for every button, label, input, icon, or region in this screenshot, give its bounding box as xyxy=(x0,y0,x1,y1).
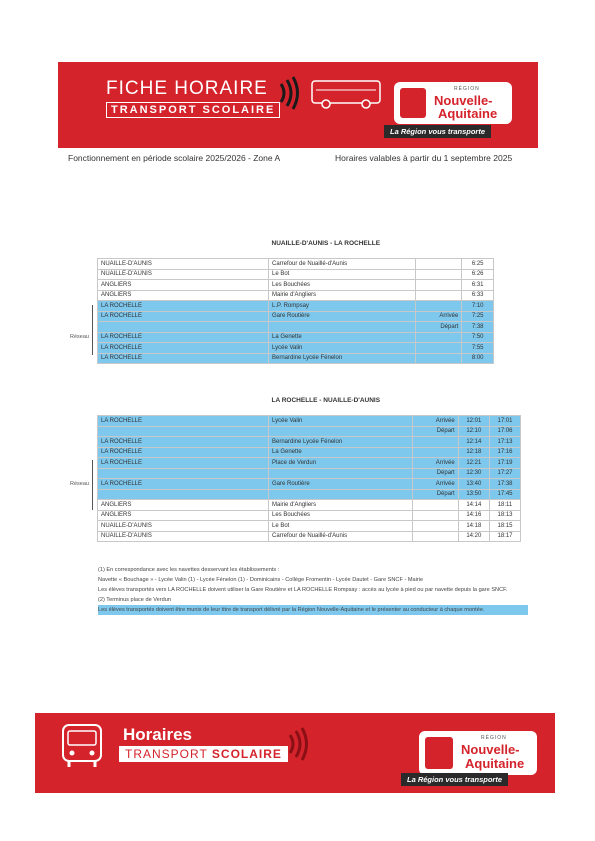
footer-title: Horaires xyxy=(123,725,192,744)
town-cell xyxy=(98,489,269,500)
bracket-divider xyxy=(92,305,93,355)
stop-cell: Place de Verdun xyxy=(269,458,413,469)
tagline: La Région vous transporte xyxy=(401,773,508,786)
time-cell-lmjv: 17:16 xyxy=(490,447,521,458)
lion-emblem-icon xyxy=(425,737,453,769)
arrival-departure-cell: Arrivée xyxy=(413,458,459,469)
time-cell-lmjv: 17:27 xyxy=(490,468,521,479)
time-cell-lmjv: 17:13 xyxy=(490,437,521,448)
stop-cell: Le Bot xyxy=(269,521,413,532)
town-cell xyxy=(98,322,269,333)
table-row xyxy=(98,521,521,532)
stop-cell: Les Bouchées xyxy=(269,280,416,291)
stop-cell xyxy=(269,489,413,500)
time-cell-lmjv: 17:38 xyxy=(490,479,521,490)
stop-cell: Mairie d'Angliers xyxy=(269,290,416,301)
town-cell: NUAILLE-D'AUNIS xyxy=(98,531,269,542)
schedule-table-return xyxy=(97,396,521,542)
arrival-departure-cell xyxy=(415,332,462,343)
time-cell-lmjv: 17:06 xyxy=(490,426,521,437)
time-cell-wednesday: 14:14 xyxy=(458,500,489,511)
table-row xyxy=(98,447,521,458)
arrival-departure-cell xyxy=(415,259,462,270)
table-row xyxy=(98,426,521,437)
time-cell: 6:31 xyxy=(462,280,494,291)
bus-front-icon xyxy=(59,721,105,769)
time-cell-lmjv: 17:01 xyxy=(490,416,521,427)
town-cell xyxy=(98,426,269,437)
table-row xyxy=(98,301,494,312)
town-cell: NUAILLE-D'AUNIS xyxy=(98,259,269,270)
stop-cell: Les Bouchées xyxy=(269,510,413,521)
time-cell: 7:55 xyxy=(462,343,494,354)
table-row xyxy=(98,290,494,301)
town-cell: LA ROCHELLE xyxy=(98,458,269,469)
table-row xyxy=(98,353,494,364)
footer-banner xyxy=(35,713,555,793)
table-row xyxy=(98,510,521,521)
time-cell-lmjv: 17:19 xyxy=(490,458,521,469)
time-cell-wednesday: 14:18 xyxy=(458,521,489,532)
time-cell: 7:10 xyxy=(462,301,494,312)
signal-waves-icon xyxy=(278,76,300,110)
time-cell-wednesday: 12:10 xyxy=(458,426,489,437)
stop-cell: Mairie d'Angliers xyxy=(269,500,413,511)
arrival-departure-cell: Départ xyxy=(413,489,459,500)
bracket-divider xyxy=(92,460,93,510)
footnotes xyxy=(98,565,528,615)
stop-cell: Bernardine Lycée Fénelon xyxy=(269,437,413,448)
arrival-departure-cell xyxy=(413,531,459,542)
stop-cell: Gare Routière xyxy=(269,311,416,322)
time-cell-lmjv: 18:17 xyxy=(490,531,521,542)
stop-cell: Bernardine Lycée Fénelon xyxy=(269,353,416,364)
stop-cell xyxy=(269,468,413,479)
side-mark: Réseau xyxy=(70,481,89,487)
stop-cell: L.P. Rompsay xyxy=(269,301,416,312)
time-cell: 6:33 xyxy=(462,290,494,301)
validity-info: Horaires valables à partir du 1 septembre 2025 xyxy=(335,153,513,163)
table-row xyxy=(98,311,494,322)
arrival-departure-cell: Arrivée xyxy=(415,311,462,322)
table-row xyxy=(98,479,521,490)
time-cell-wednesday: 12:21 xyxy=(458,458,489,469)
town-cell: ANGLIERS xyxy=(98,280,269,291)
time-cell: 7:38 xyxy=(462,322,494,333)
column-header-lmjv: LMJV xyxy=(490,406,521,416)
time-cell-wednesday: 13:50 xyxy=(458,489,489,500)
town-cell: NUAILLE-D'AUNIS xyxy=(98,521,269,532)
table-row xyxy=(98,468,521,479)
time-cell: 7:50 xyxy=(462,332,494,343)
arrival-departure-cell xyxy=(415,353,462,364)
town-cell xyxy=(98,468,269,479)
arrival-departure-cell xyxy=(413,510,459,521)
table-row xyxy=(98,259,494,270)
town-cell: LA ROCHELLE xyxy=(98,301,269,312)
arrival-departure-cell xyxy=(415,290,462,301)
route-name: NUAILLE-D'AUNIS - LA ROCHELLE xyxy=(269,239,462,249)
time-cell: 6:26 xyxy=(462,269,494,280)
table-row xyxy=(98,458,521,469)
region-logo: RÉGION Nouvelle- Aquitaine xyxy=(419,731,537,775)
arrival-departure-cell xyxy=(413,500,459,511)
arrival-departure-cell xyxy=(415,280,462,291)
route-name: LA ROCHELLE - NUAILLE-D'AUNIS xyxy=(269,396,459,406)
stop-cell: Carrefour de Nuaillé-d'Aunis xyxy=(269,531,413,542)
period-info: Fonctionnement en période scolaire 2025/2026 - Zone A xyxy=(68,153,281,163)
time-cell: 6:25 xyxy=(462,259,494,270)
time-cell-wednesday: 14:20 xyxy=(458,531,489,542)
time-cell-wednesday: 13:40 xyxy=(458,479,489,490)
stop-cell: Le Bot xyxy=(269,269,416,280)
signal-waves-icon xyxy=(287,727,311,761)
stop-cell: La Genette xyxy=(269,332,416,343)
schedule-table-outbound xyxy=(97,239,494,364)
line-number: 1213 xyxy=(98,396,269,406)
line-number: 1213 xyxy=(98,239,269,249)
tagline: La Région vous transporte xyxy=(384,125,491,138)
town-cell: LA ROCHELLE xyxy=(98,479,269,490)
stop-cell: La Genette xyxy=(269,447,413,458)
arrival-departure-cell xyxy=(415,343,462,354)
town-cell: ANGLIERS xyxy=(98,510,269,521)
time-cell-wednesday: 12:01 xyxy=(458,416,489,427)
time-cell: 8:00 xyxy=(462,353,494,364)
time-cell-wednesday: 12:14 xyxy=(458,437,489,448)
stop-cell xyxy=(269,426,413,437)
note-line-highlighted: Les élèves transportés doivent être munis de leur titre de transport délivré par la Région Nouvelle-Aquitaine et le présenter au conducteur à chaque montée. xyxy=(98,605,528,615)
arrival-departure-cell: Départ xyxy=(413,426,459,437)
table-row xyxy=(98,269,494,280)
stop-cell: Lycée Valin xyxy=(269,416,413,427)
table-row xyxy=(98,437,521,448)
town-cell: LA ROCHELLE xyxy=(98,416,269,427)
town-cell: ANGLIERS xyxy=(98,290,269,301)
arrival-departure-cell xyxy=(413,437,459,448)
arrival-departure-cell: Arrivée xyxy=(413,479,459,490)
banner-subtitle: TRANSPORT SCOLAIRE xyxy=(106,102,280,118)
stop-cell: Lycée Valin xyxy=(269,343,416,354)
arrival-departure-cell xyxy=(413,521,459,532)
arrival-departure-cell xyxy=(415,269,462,280)
arrival-departure-cell xyxy=(415,301,462,312)
table-row xyxy=(98,343,494,354)
town-cell: LA ROCHELLE xyxy=(98,437,269,448)
note-line: Les élèves transportés vers LA ROCHELLE doivent utiliser la Gare Routière et LA ROCHELLE Rompsay : accès au lycée à pied ou par navette depuis la gare SNCF. xyxy=(98,587,508,593)
time-cell-lmjv: 18:13 xyxy=(490,510,521,521)
town-cell: LA ROCHELLE xyxy=(98,311,269,322)
table-row xyxy=(98,280,494,291)
region-logo: RÉGION Nouvelle- Aquitaine xyxy=(394,82,512,124)
town-cell: LA ROCHELLE xyxy=(98,353,269,364)
header-banner xyxy=(58,62,538,148)
time-cell-lmjv: 18:11 xyxy=(490,500,521,511)
time-cell-wednesday: 12:30 xyxy=(458,468,489,479)
town-cell: LA ROCHELLE xyxy=(98,332,269,343)
note-line: (1) En correspondance avec les navettes desservant les établissements : xyxy=(98,567,280,573)
time-cell: 7:25 xyxy=(462,311,494,322)
table-row xyxy=(98,531,521,542)
table-row xyxy=(98,489,521,500)
town-cell: LA ROCHELLE xyxy=(98,447,269,458)
time-cell-lmjv: 17:45 xyxy=(490,489,521,500)
town-cell: LA ROCHELLE xyxy=(98,343,269,354)
column-header-wednesday: Mercredi xyxy=(458,406,489,416)
column-header-days: LMMeJV xyxy=(462,249,494,259)
table-row xyxy=(98,416,521,427)
note-line: (2) Terminus place de Verdun xyxy=(98,597,171,603)
time-cell-wednesday: 12:18 xyxy=(458,447,489,458)
arrival-departure-cell: Départ xyxy=(415,322,462,333)
arrival-departure-cell: Arrivée xyxy=(413,416,459,427)
town-cell: ANGLIERS xyxy=(98,500,269,511)
arrival-departure-cell: Départ xyxy=(413,468,459,479)
bus-icon xyxy=(310,78,384,110)
note-line: Navette « Bouchage » - Lycée Valin (1) - Lycée Fénelon (1) - Dominicains - Collège Fromentin - Lycée Dautet - Gare SNCF - Mairie xyxy=(98,577,424,583)
footer-subtitle: TRANSPORT SCOLAIRE xyxy=(119,746,288,762)
arrival-departure-cell xyxy=(413,447,459,458)
table-row xyxy=(98,500,521,511)
town-cell: NUAILLE-D'AUNIS xyxy=(98,269,269,280)
stop-cell: Carrefour de Nuaillé-d'Aunis xyxy=(269,259,416,270)
table-row xyxy=(98,332,494,343)
side-mark: Réseau xyxy=(70,334,89,340)
time-cell-lmjv: 18:15 xyxy=(490,521,521,532)
stop-cell xyxy=(269,322,416,333)
lion-emblem-icon xyxy=(400,88,426,118)
time-cell-wednesday: 14:16 xyxy=(458,510,489,521)
banner-title: FICHE HORAIRE xyxy=(106,78,268,99)
stop-cell: Gare Routière xyxy=(269,479,413,490)
table-row xyxy=(98,322,494,333)
